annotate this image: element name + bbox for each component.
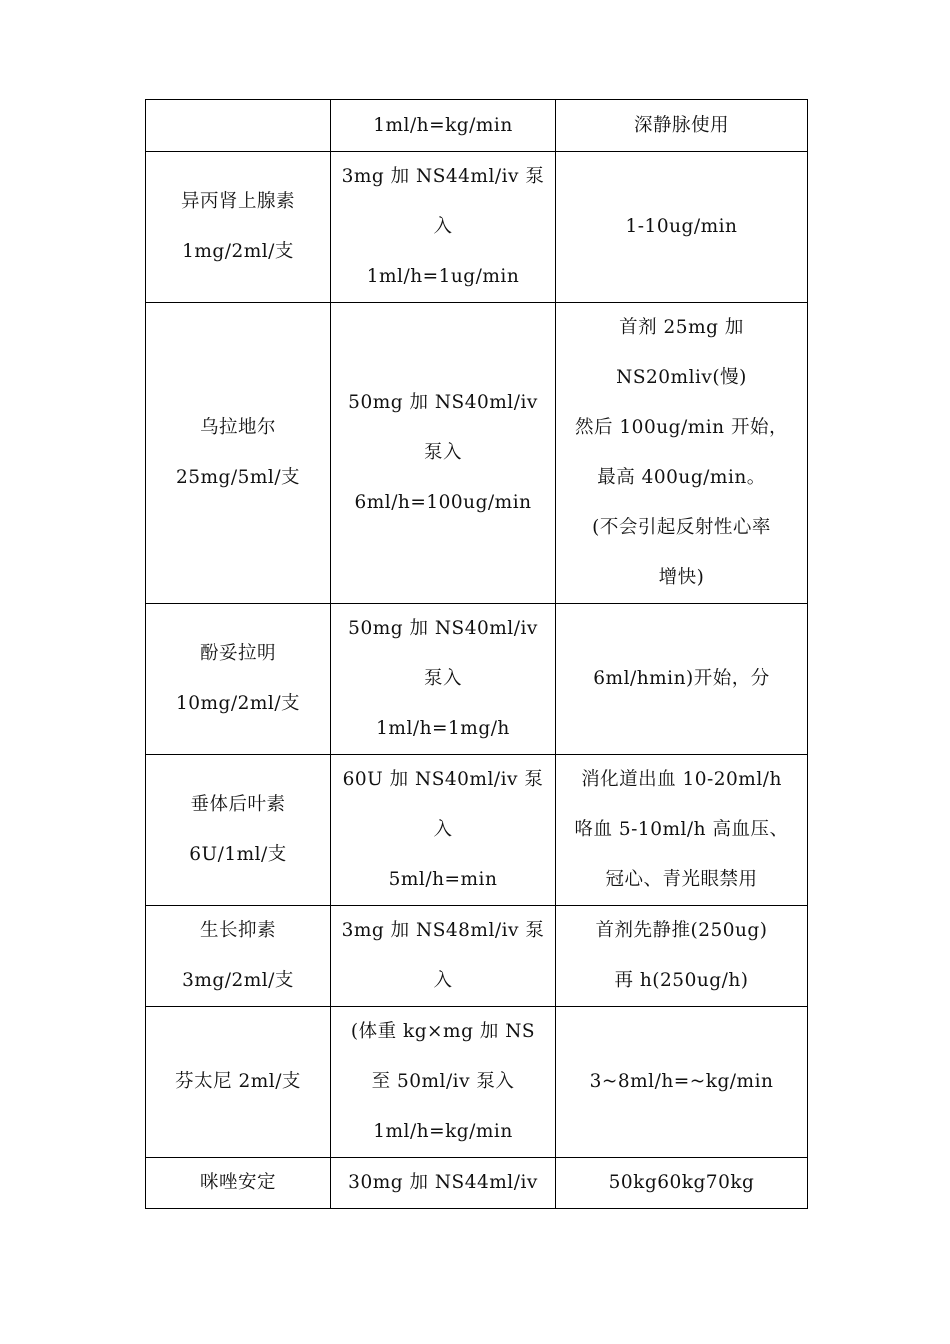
table-row — [146, 604, 808, 755]
preparation-cell: 30mg 加 NS44ml/iv — [331, 1158, 556, 1209]
usage-cell: 1-10ug/min — [556, 152, 808, 303]
drug-cell: 芬太尼 2ml/支 — [146, 1007, 331, 1158]
drug-cell: 垂体后叶素 6U/1ml/支 — [146, 755, 331, 906]
table-row — [146, 1007, 808, 1158]
drug-cell: 乌拉地尔 25mg/5ml/支 — [146, 303, 331, 604]
drug-cell — [146, 100, 331, 152]
table-row — [146, 303, 808, 604]
table-row — [146, 100, 808, 152]
table-row — [146, 906, 808, 1007]
usage-cell: 首剂先静推(250ug) 再 h(250ug/h) — [556, 906, 808, 1007]
usage-cell: 6ml/hmin)开始，分 — [556, 604, 808, 755]
usage-cell: 消化道出血 10-20ml/h 咯血 5-10ml/h 高血压、 冠心、青光眼禁用 — [556, 755, 808, 906]
preparation-cell: (体重 kg×mg 加 NS 至 50ml/iv 泵入 1ml/h=kg/min — [331, 1007, 556, 1158]
table-row — [146, 1158, 808, 1209]
usage-cell: 首剂 25mg 加 NS20mliv(慢) 然后 100ug/min 开始， 最高 400ug/min。 (不会引起反射性心率 增快) — [556, 303, 808, 604]
usage-cell: 50kg60kg70kg — [556, 1158, 808, 1209]
drug-cell: 生长抑素 3mg/2ml/支 — [146, 906, 331, 1007]
preparation-cell: 50mg 加 NS40ml/iv 泵入 1ml/h=1mg/h — [331, 604, 556, 755]
preparation-cell: 1ml/h=kg/min — [331, 100, 556, 152]
usage-cell: 深静脉使用 — [556, 100, 808, 152]
preparation-cell: 3mg 加 NS48ml/iv 泵 入 — [331, 906, 556, 1007]
preparation-cell: 50mg 加 NS40ml/iv 泵入 6ml/h=100ug/min — [331, 303, 556, 604]
preparation-cell: 3mg 加 NS44ml/iv 泵 入 1ml/h=1ug/min — [331, 152, 556, 303]
table-row — [146, 152, 808, 303]
drug-cell: 咪唑安定 — [146, 1158, 331, 1209]
table-row — [146, 755, 808, 906]
drug-dosage-table — [145, 99, 808, 1209]
usage-cell: 3~8ml/h=~kg/min — [556, 1007, 808, 1158]
drug-cell: 异丙肾上腺素 1mg/2ml/支 — [146, 152, 331, 303]
preparation-cell: 60U 加 NS40ml/iv 泵 入 5ml/h=min — [331, 755, 556, 906]
drug-cell: 酚妥拉明 10mg/2ml/支 — [146, 604, 331, 755]
